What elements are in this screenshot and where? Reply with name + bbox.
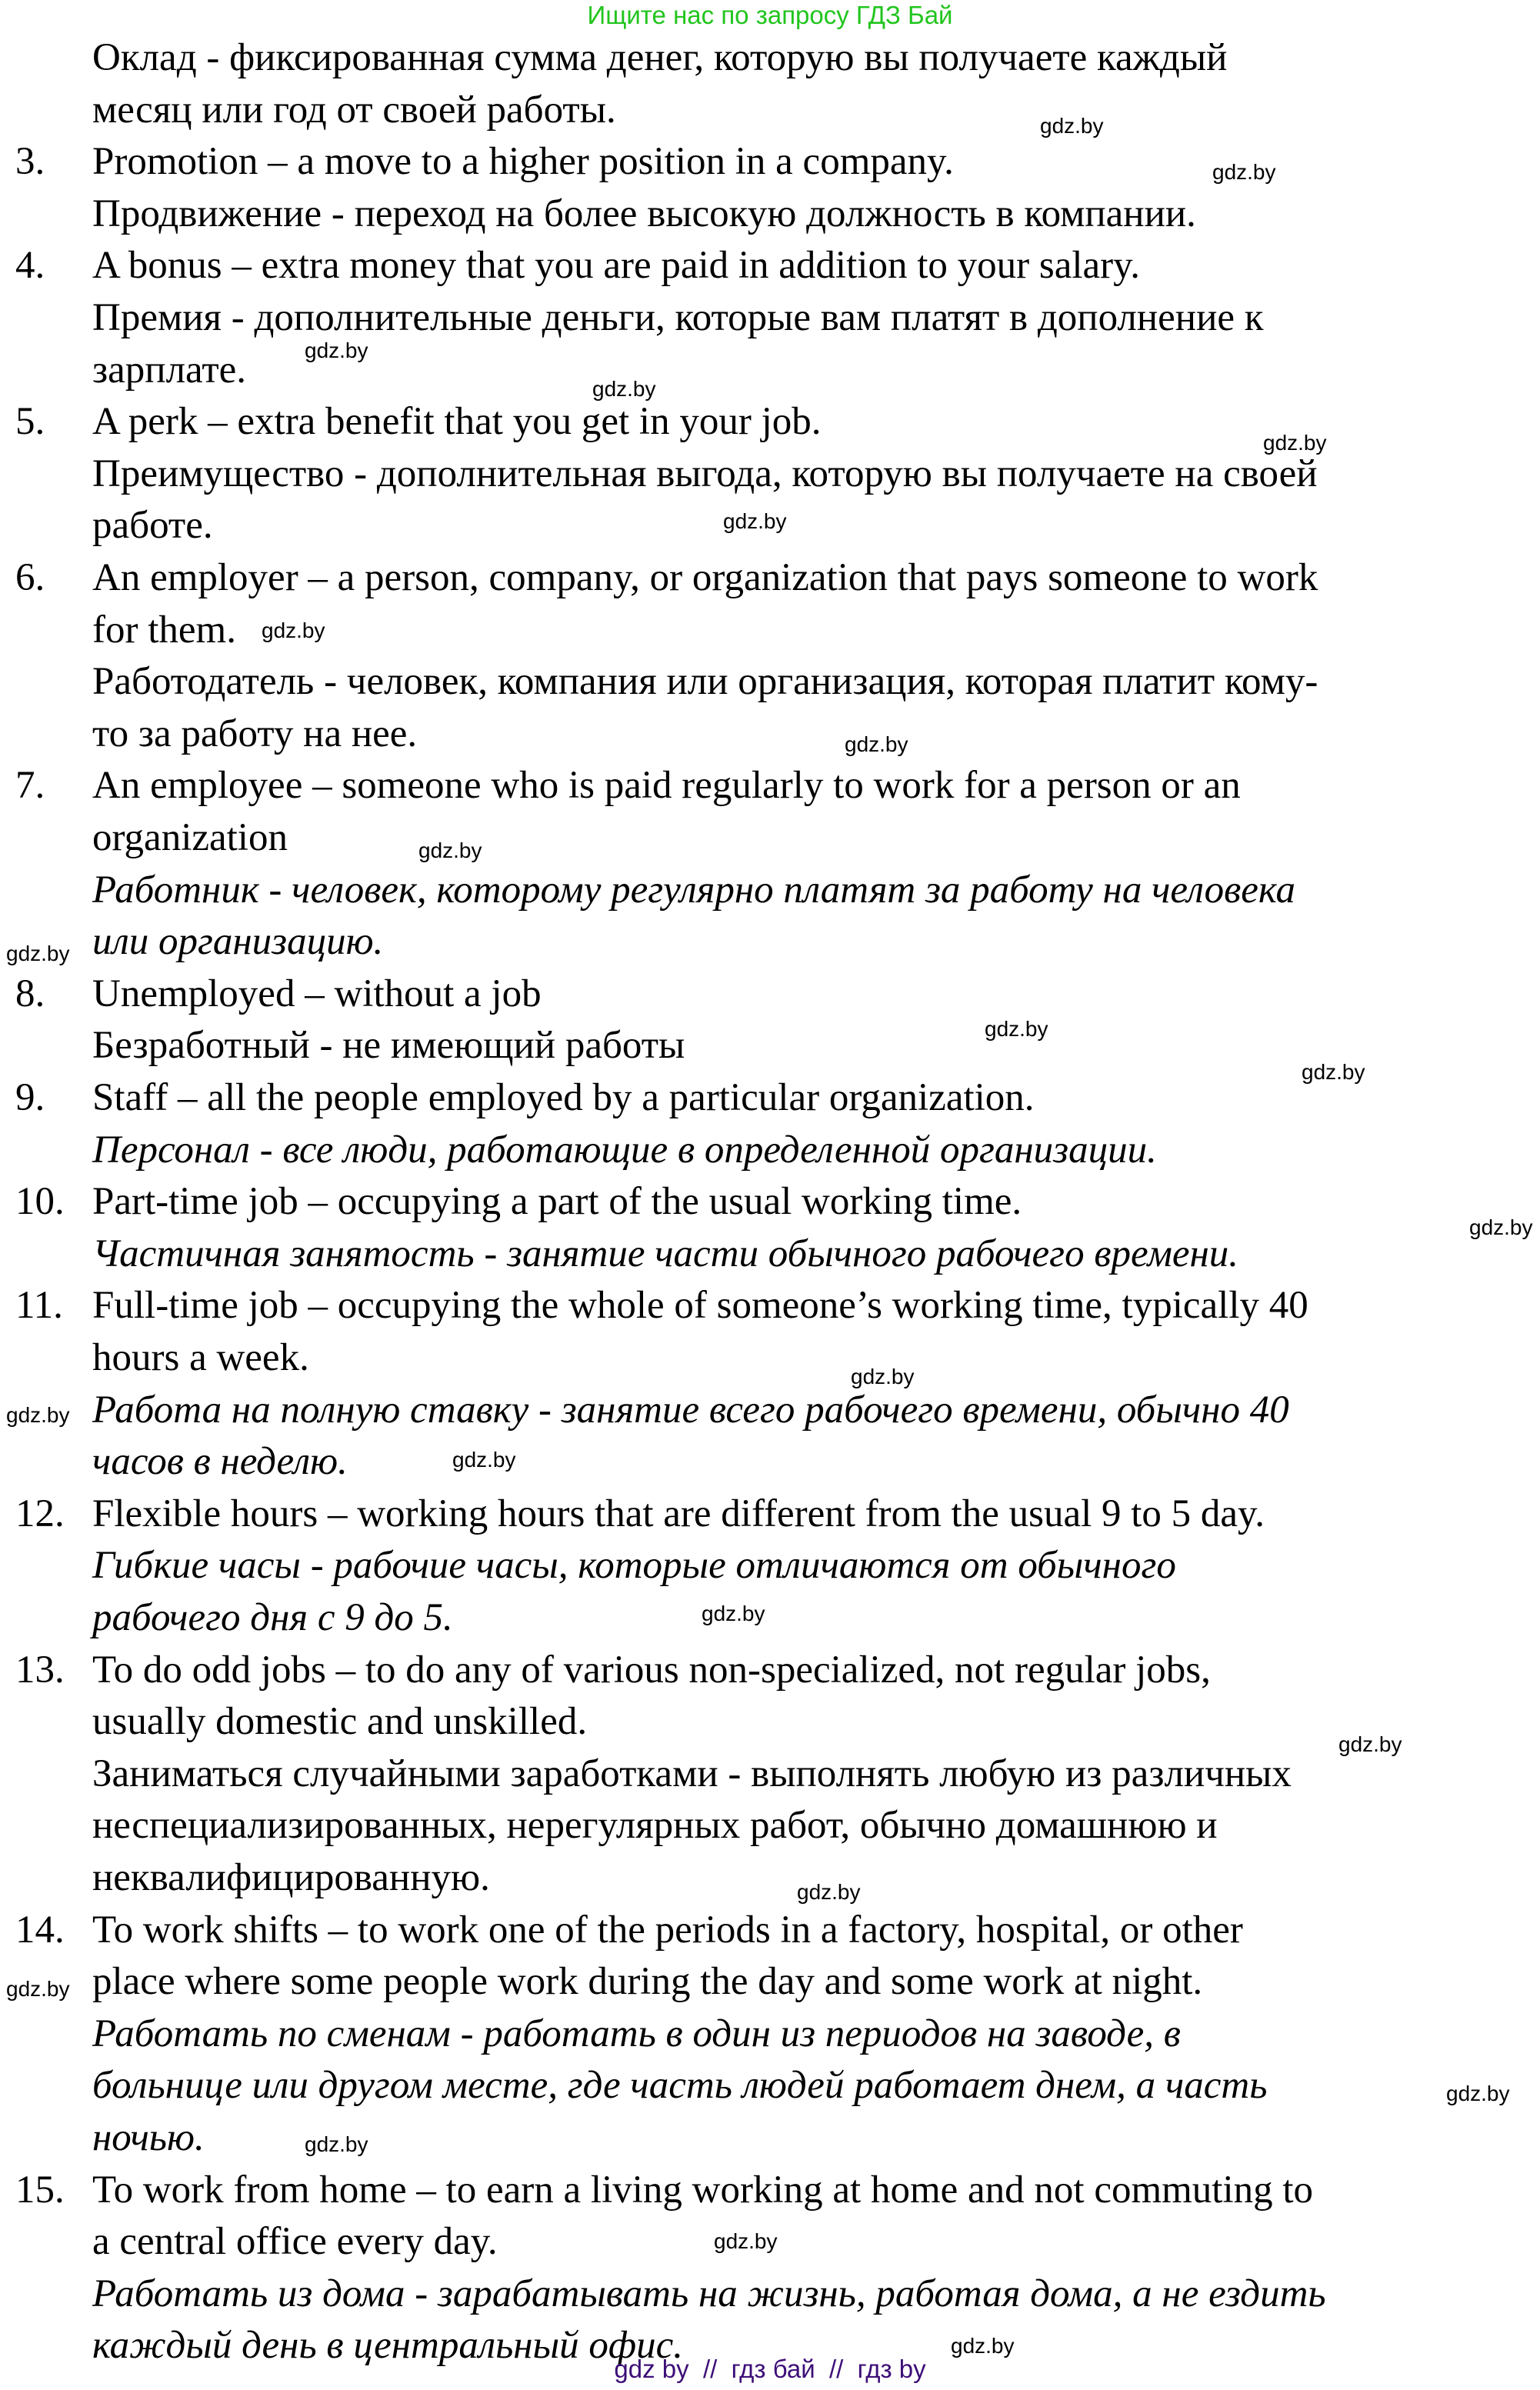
item-number: 6.	[15, 556, 45, 599]
definition-text: To work from home – to earn a living working at home and not commuting to	[92, 2168, 1314, 2212]
watermark: gdz.by	[851, 1365, 915, 1388]
translation-text: часов в неделю.	[92, 1440, 348, 1484]
watermark: gdz.by	[6, 942, 70, 965]
definition-text: To do odd jobs – to do any of various non-specialized, not regular jobs,	[92, 1648, 1211, 1692]
item-number: 5.	[15, 400, 45, 444]
watermark: gdz.by	[1302, 1060, 1365, 1084]
translation-text: Работать по сменам - работать в один из периодов на заводе, в	[92, 2012, 1181, 2055]
watermark: gdz.by	[6, 1403, 70, 1427]
watermark: gdz.by	[452, 1448, 516, 1472]
item-number: 9.	[15, 1076, 45, 1119]
item-number: 4.	[15, 244, 45, 288]
definition-text: place where some people work during the day and some work at night.	[92, 1960, 1203, 2004]
translation-text: рабочего дня с 9 до 5.	[92, 1596, 453, 1639]
definition-text: A perk – extra benefit that you get in your job.	[92, 400, 822, 444]
watermark: gdz.by	[1446, 2082, 1510, 2105]
definition-text: A bonus – extra money that you are paid in addition to your salary.	[92, 244, 1141, 288]
item-number: 11.	[15, 1284, 63, 1328]
item-number: 14.	[15, 1908, 65, 1952]
item-number: 13.	[15, 1648, 65, 1692]
watermark: gdz.by	[1338, 1732, 1402, 1756]
definition-text: Продвижение - переход на более высокую должность в компании.	[92, 192, 1196, 235]
definition-text: hours a week.	[92, 1336, 309, 1379]
watermark: gdz.by	[1469, 1215, 1533, 1239]
item-number: 15.	[15, 2168, 65, 2212]
watermark: gdz.by	[305, 2132, 368, 2156]
definition-text: Заниматься случайными заработками - выполнять любую из различных	[92, 1752, 1292, 1795]
item-number: 10.	[15, 1180, 65, 1224]
definition-text: Staff – all the people employed by a particular organization.	[92, 1076, 1035, 1119]
watermark: gdz.by	[951, 2334, 1015, 2358]
definition-text: то за работу на нее.	[92, 712, 418, 755]
item-number: 8.	[15, 972, 45, 1015]
search-hint-banner: Ищите нас по запросу ГДЗ Бай	[587, 1, 953, 29]
definition-text: To work shifts – to work one of the periods in a factory, hospital, or other	[92, 1908, 1243, 1952]
watermark: gdz.by	[723, 509, 787, 533]
definition-text: Full-time job – occupying the whole of someone’s working time, typically 40	[92, 1284, 1308, 1328]
watermark: gdz.by	[985, 1017, 1048, 1041]
watermark: gdz.by	[418, 838, 482, 862]
translation-text: больнице или другом месте, где часть людей работает днем, а часть	[92, 2064, 1268, 2108]
definition-text: usually domestic and unskilled.	[92, 1700, 588, 1744]
definition-text: работе.	[92, 504, 213, 548]
definition-text: Работодатель - человек, компания или организация, которая платит кому-	[92, 660, 1318, 704]
definition-text: месяц или год от своей работы.	[92, 88, 616, 132]
item-number: 3.	[15, 140, 45, 184]
translation-text: Работник - человек, которому регулярно платят за работу на человека	[92, 868, 1296, 912]
definition-text: Part-time job – occupying a part of the usual working time.	[92, 1180, 1022, 1224]
definition-text: Flexible hours – working hours that are different from the usual 9 to 5 day.	[92, 1492, 1265, 1535]
watermark: gdz.by	[6, 1977, 70, 2001]
translation-text: или организацию.	[92, 920, 384, 964]
translation-text: Частичная занятость - занятие части обычного рабочего времени.	[92, 1232, 1239, 1275]
definition-text: An employee – someone who is paid regularly to work for a person or an	[92, 764, 1241, 808]
item-number: 7.	[15, 764, 45, 808]
site-footer: gdz by // гдз бай // гдз by	[614, 2355, 926, 2383]
translation-text: ночью.	[92, 2116, 205, 2159]
definition-text: Премия - дополнительные деньги, которые вам платят в дополнение к	[92, 296, 1264, 339]
translation-text: Персонал - все люди, работающие в определенной организации.	[92, 1128, 1157, 1172]
watermark: gdz.by	[1040, 114, 1104, 138]
watermark: gdz.by	[797, 1880, 861, 1904]
translation-text: Работа на полную ставку - занятие всего рабочего времени, обычно 40	[92, 1388, 1289, 1432]
definition-text: Безработный - не имеющий работы	[92, 1024, 685, 1068]
definition-text: for them.	[92, 608, 236, 652]
translation-text: Гибкие часы - рабочие часы, которые отличаются от обычного	[92, 1544, 1176, 1588]
watermark: gdz.by	[1263, 431, 1327, 455]
watermark: gdz.by	[305, 338, 368, 362]
definition-text: Преимущество - дополнительная выгода, которую вы получаете на своей	[92, 452, 1318, 495]
translation-text: Работать из дома - зарабатывать на жизнь, работая дома, а не ездить	[92, 2272, 1326, 2315]
watermark: gdz.by	[714, 2229, 778, 2253]
definition-text: Оклад - фиксированная сумма денег, которую вы получаете каждый	[92, 36, 1228, 79]
definition-text: organization	[92, 816, 288, 859]
watermark: gdz.by	[1212, 160, 1276, 184]
item-number: 12.	[15, 1492, 65, 1535]
definition-text: Unemployed – without a job	[92, 972, 542, 1015]
definition-text: An employer – a person, company, or organization that pays someone to work	[92, 556, 1318, 599]
definition-text: Promotion – a move to a higher position in a company.	[92, 140, 954, 184]
watermark: gdz.by	[702, 1602, 765, 1625]
translation-text: каждый день в центральный офис.	[92, 2324, 683, 2368]
definition-text: неспециализированных, нерегулярных работ, обычно домашнюю и	[92, 1804, 1218, 1848]
watermark: gdz.by	[592, 377, 656, 401]
watermark: gdz.by	[845, 732, 908, 756]
definition-text: зарплате.	[92, 348, 247, 392]
watermark: gdz.by	[262, 618, 325, 642]
definition-text: a central office every day.	[92, 2220, 498, 2264]
definition-text: неквалифицированную.	[92, 1856, 490, 1899]
